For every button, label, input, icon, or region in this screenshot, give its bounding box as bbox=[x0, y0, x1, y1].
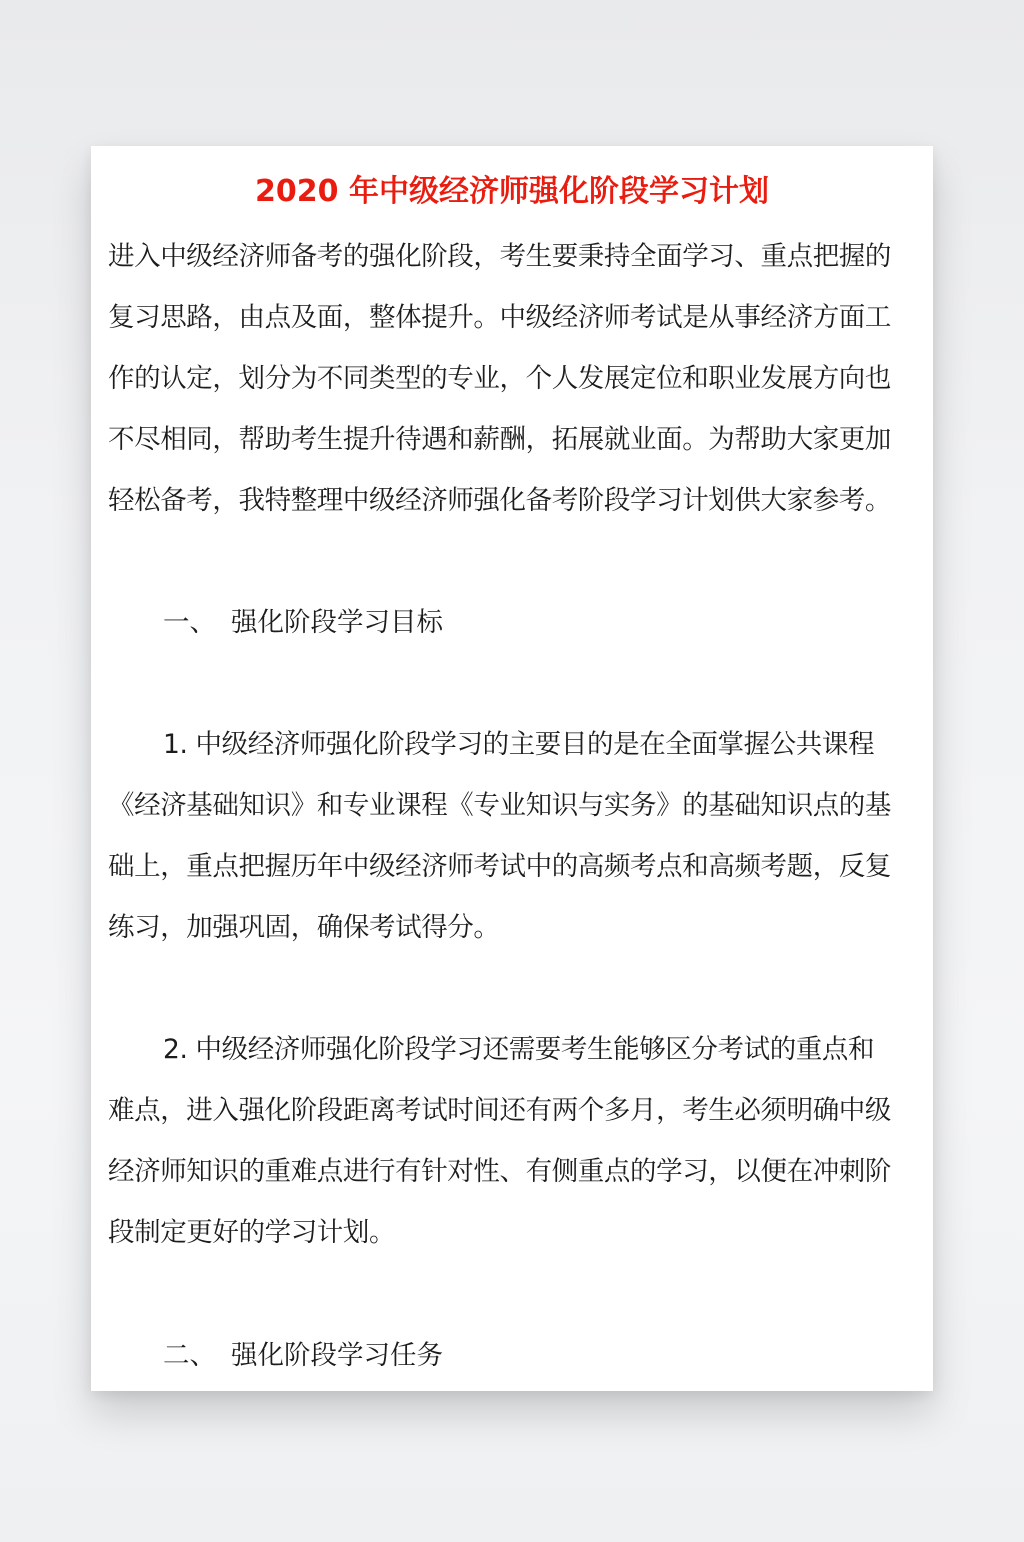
item2-line: 段制定更好的学习计划。 bbox=[108, 1217, 396, 1248]
item1-line: 练习，加强巩固，确保考试得分。 bbox=[108, 912, 500, 943]
section-heading-2 bbox=[163, 1336, 443, 1376]
intro-line: 作的认定，划分为不同类型的专业，个人发展定位和职业发展方向也 bbox=[108, 363, 891, 394]
document-page bbox=[91, 146, 933, 1391]
item2-line: 难点，进入强化阶段距离考试时间还有两个多月，考生必须明确中级 bbox=[108, 1095, 891, 1126]
item2-line: 经济师知识的重难点进行有针对性、有侧重点的学习，以便在冲刺阶 bbox=[108, 1156, 891, 1187]
item1-line: 础上，重点把握历年中级经济师考试中的高频考点和高频考题，反复 bbox=[108, 851, 891, 882]
intro-line: 轻松备考，我特整理中级经济师强化备考阶段学习计划供大家参考。 bbox=[108, 485, 891, 516]
section-heading-text: 强化阶段学习任务 bbox=[231, 1340, 443, 1371]
section-marker: 二、 bbox=[163, 1340, 216, 1371]
section-marker: 一、 bbox=[163, 607, 216, 638]
intro-line: 复习思路，由点及面，整体提升。中级经济师考试是从事经济方面工 bbox=[108, 302, 891, 333]
intro-line: 进入中级经济师备考的强化阶段，考生要秉持全面学习、重点把握的 bbox=[108, 241, 891, 272]
item1-line: 1. 中级经济师强化阶段学习的主要目的是在全面掌握公共课程 bbox=[163, 729, 875, 760]
document-title: 2020 年中级经济师强化阶段学习计划 bbox=[255, 174, 769, 209]
item1-line: 《经济基础知识》和专业课程《专业知识与实务》的基础知识点的基 bbox=[108, 790, 891, 821]
item2-line: 2. 中级经济师强化阶段学习还需要考生能够区分考试的重点和 bbox=[163, 1034, 875, 1065]
section-heading-1 bbox=[163, 603, 443, 643]
section-heading-text: 强化阶段学习目标 bbox=[231, 607, 443, 638]
intro-line: 不尽相同，帮助考生提升待遇和薪酬，拓展就业面。为帮助大家更加 bbox=[108, 424, 891, 455]
